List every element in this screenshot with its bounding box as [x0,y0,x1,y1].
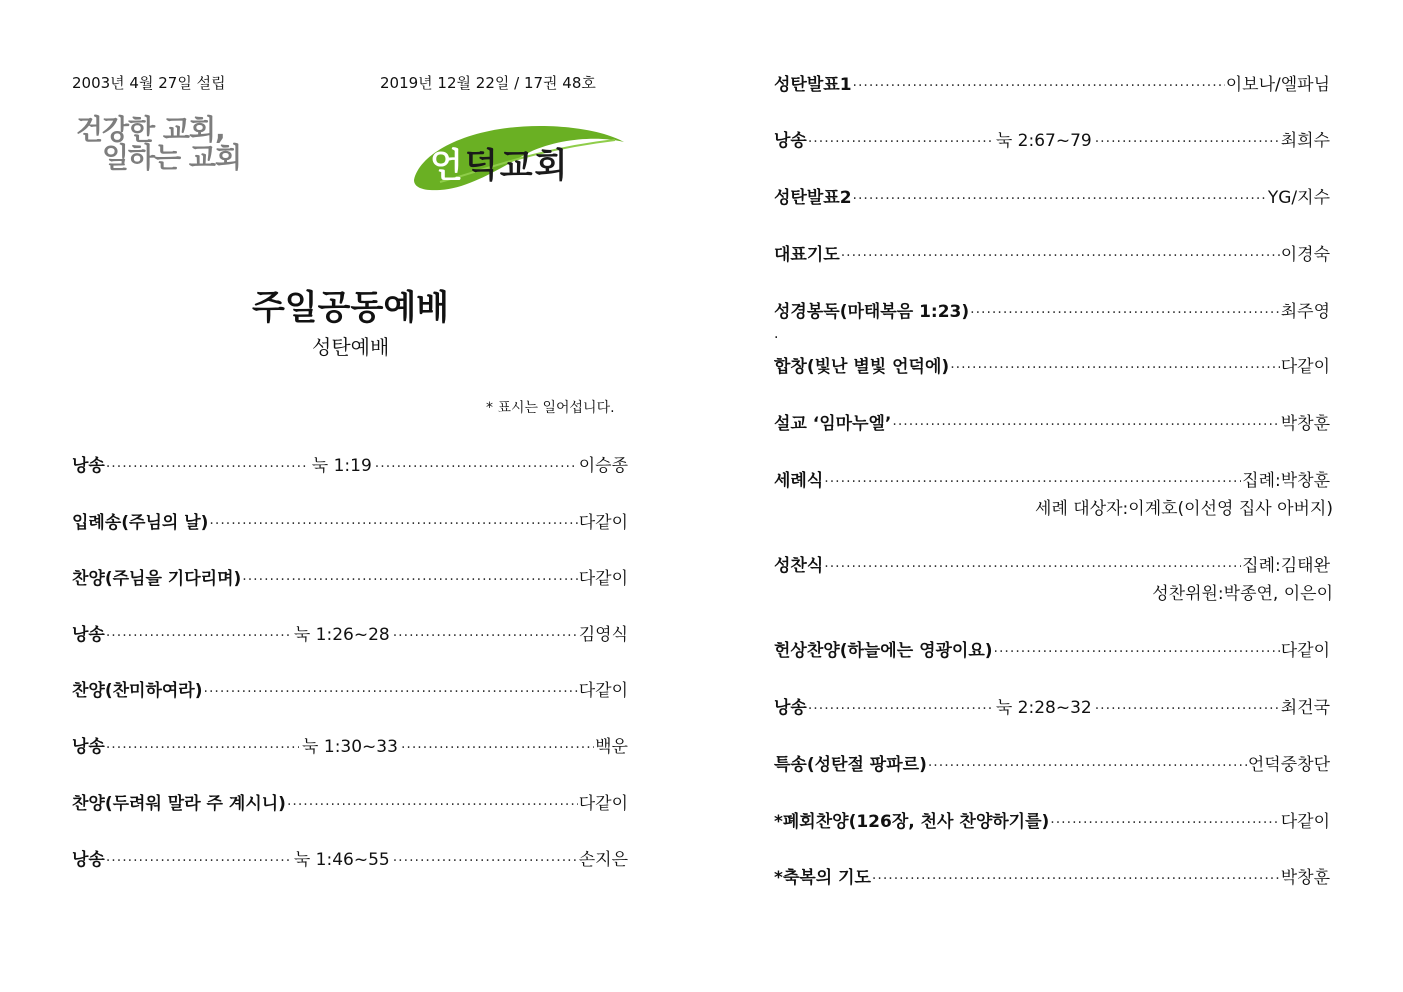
order-item-name: 대표기도 [774,245,840,265]
issue-info: 2019년 12월 22일 / 17권 48호 [380,74,596,92]
order-item [774,126,1330,151]
order-item-name: 찬양(두려워 말라 주 계시니) [72,794,286,814]
dot-leader [872,871,1280,887]
service-title-text: 주일공동예배 [251,288,450,328]
order-item-name: 성경봉독(마태복음 1:23) [774,302,970,322]
order-item-name: 낭송 [72,456,105,476]
dot-leader [824,474,1241,490]
standing-note: * 표시는 일어섭니다. [486,400,615,416]
church-slogan [76,113,241,174]
dot-leader [841,248,1280,264]
order-item [774,807,1330,832]
order-item-name: 낭송 [72,850,105,870]
order-item-name: 입례송(주님의 날) [72,513,209,533]
order-item-person: YG/지수 [1267,188,1330,208]
dot-leader [994,644,1280,660]
order-item [72,789,628,814]
scripture-reference: 눅 1:19 [311,456,372,476]
order-item [72,508,628,533]
order-item-person: 언덕중창단 [1247,755,1330,775]
order-item-name: 성탄발표1 [774,75,852,95]
founded-date: 2003년 4월 27일 설립 [72,74,226,92]
dot-leader [950,360,1280,376]
dot-leader [808,134,993,150]
dot-leader [970,305,1280,321]
order-item-person: 다같이 [1280,812,1330,832]
dot-leader [401,740,594,756]
order-item-name: 성탄발표2 [774,188,852,208]
order-item-name: 찬양(찬미하여라) [72,681,203,701]
dot-leader [853,78,1225,94]
scripture-reference: 눅 1:46~55 [293,850,390,870]
scripture-reference: 눅 1:26~28 [293,625,390,645]
dot-leader [1095,701,1280,717]
order-item-person: 최건국 [1280,698,1330,718]
dot-leader [1095,134,1280,150]
service-subtitle: 성탄예배 [312,335,390,359]
order-item-person: 다같이 [578,569,628,589]
order-item [774,693,1330,718]
order-item [774,409,1330,434]
order-item-detail: 성찬위원:박종연, 이은이 [1152,584,1333,604]
order-item-name: 낭송 [72,625,105,645]
order-item [774,240,1330,265]
service-title [0,280,701,329]
order-item-name: 낭송 [774,698,807,718]
order-item-person: 이승종 [578,456,628,476]
right-page [702,0,1403,992]
dot-leader [242,572,577,588]
dot-leader [209,516,577,532]
scripture-reference: 눅 2:28~32 [995,698,1092,718]
order-item [774,863,1330,888]
slogan-line-2: 일하는 교회 [102,141,241,174]
logo-text-rest: 덕교회 [464,146,570,186]
order-item-person: 백운 [595,737,628,757]
order-item-name: 설교 ‘임마누엘’ [774,414,892,434]
order-item [774,297,1330,322]
order-item-person: 다같이 [578,681,628,701]
order-item-person: 다같이 [578,513,628,533]
order-item-name: 특송(성탄절 팡파르) [774,755,927,775]
order-item-name: 낭송 [774,131,807,151]
order-item-person: 다같이 [1280,641,1330,661]
dot-leader [287,797,578,813]
order-item-person: 박창훈 [1280,414,1330,434]
dot-leader [106,628,291,644]
order-item-person: 이경숙 [1280,245,1330,265]
order-item-name: 세례식 [774,471,824,491]
order-item-person: 이보나/엘파님 [1225,75,1330,95]
order-item-person: 집례:박창훈 [1242,471,1330,491]
order-item-name: 낭송 [72,737,105,757]
order-item [774,183,1330,208]
order-item-name: 합창(빛난 별빛 언덕에) [774,357,950,377]
dot-leader [1050,815,1279,831]
order-item [72,620,628,645]
order-item [72,732,628,757]
order-item [774,551,1330,576]
order-item-person: 박창훈 [1280,868,1330,888]
order-item-name: *축복의 기도 [774,868,871,888]
dot-leader [375,459,578,475]
dot-leader [808,701,993,717]
dot-leader [106,853,291,869]
dot-leader [106,740,299,756]
dot-leader [204,684,578,700]
order-item-detail: 세례 대상자:이계호(이선영 집사 아버지) [1035,499,1333,519]
order-item [72,564,628,589]
order-item-person: 다같이 [1280,357,1330,377]
order-item-person: 최희수 [1280,131,1330,151]
dot-leader [928,758,1247,774]
order-item [774,70,1330,95]
order-item [774,352,1330,377]
church-logo-text [430,138,569,187]
order-item-person: 손지은 [578,850,628,870]
scripture-reference: 눅 1:30~33 [302,737,398,757]
dot-leader [892,417,1279,433]
order-item-name: 성찬식 [774,556,824,576]
dot-leader [393,628,578,644]
dot-leader [393,853,578,869]
order-item [774,750,1330,775]
order-item-name: 헌상찬양(하늘에는 영광이요) [774,641,993,661]
order-item [774,636,1330,661]
logo-text-first: 언 [430,146,465,186]
dot-leader [853,191,1267,207]
scripture-reference: 눅 2:67~79 [995,131,1092,151]
stray-mark: . [774,326,779,342]
order-item [72,451,628,476]
order-item-name: 찬양(주님을 기다리며) [72,569,242,589]
order-item-person: 최주영 [1280,302,1330,322]
dot-leader [824,559,1241,575]
order-item-person: 김영식 [578,625,628,645]
order-item-person: 집례:김태완 [1242,556,1330,576]
slogan-line-1: 건강한 교회, [76,113,225,146]
order-item [774,466,1330,491]
dot-leader [106,459,309,475]
left-page [0,0,701,992]
order-item-person: 다같이 [578,794,628,814]
order-item [72,845,628,870]
order-item [72,676,628,701]
order-item-name: *폐회찬양(126장, 천사 찬양하기를) [774,812,1050,832]
